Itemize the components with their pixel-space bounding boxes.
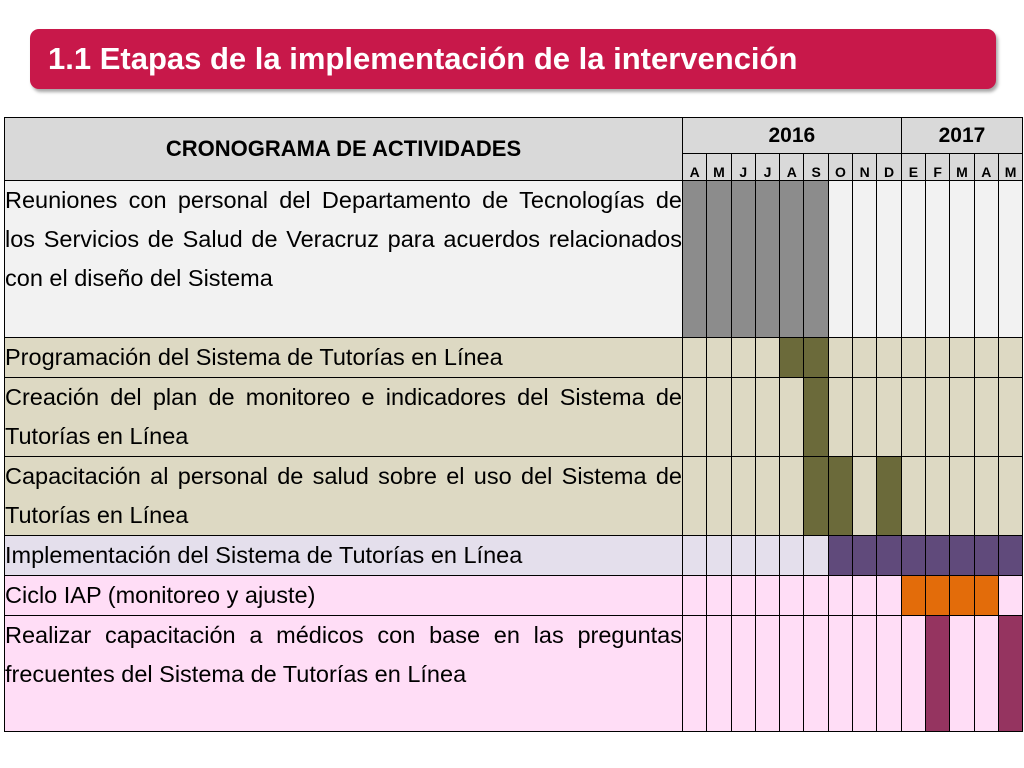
schedule-cell xyxy=(950,378,974,457)
schedule-cell xyxy=(731,378,755,457)
month-header: A xyxy=(974,154,998,181)
schedule-cell xyxy=(731,616,755,732)
schedule-cell-active xyxy=(974,576,998,616)
month-header: D xyxy=(877,154,901,181)
activity-label: Programación del Sistema de Tutorías en Línea xyxy=(5,338,683,378)
schedule-cell xyxy=(877,338,901,378)
schedule-cell xyxy=(998,576,1022,616)
schedule-cell xyxy=(901,616,925,732)
schedule-cell-active xyxy=(804,378,828,457)
schedule-cell xyxy=(877,378,901,457)
schedule-cell-active xyxy=(998,536,1022,576)
schedule-cell xyxy=(950,181,974,338)
schedule-cell-active xyxy=(901,536,925,576)
schedule-cell xyxy=(828,338,852,378)
schedule-cell xyxy=(901,181,925,338)
schedule-cell xyxy=(926,181,950,338)
month-header: N xyxy=(853,154,877,181)
schedule-cell xyxy=(950,457,974,536)
year-header: 2017 xyxy=(901,118,1023,154)
schedule-cell-active xyxy=(926,576,950,616)
schedule-cell xyxy=(998,181,1022,338)
schedule-cell xyxy=(780,576,804,616)
schedule-cell xyxy=(804,576,828,616)
month-header: S xyxy=(804,154,828,181)
activity-label: Reuniones con personal del Departamento de Tecnologías de los Servicios de Salud de Veracruz para acuerdos relacionados con el diseño del Sistema xyxy=(5,181,683,338)
schedule-cell xyxy=(755,338,779,378)
schedule-cell xyxy=(950,338,974,378)
schedule-cell-active xyxy=(950,536,974,576)
schedule-cell xyxy=(828,181,852,338)
schedule-cell-active xyxy=(683,181,707,338)
schedule-cell xyxy=(683,616,707,732)
schedule-cell-active xyxy=(974,536,998,576)
schedule-cell-active xyxy=(998,616,1022,732)
activity-label: Realizar capacitación a médicos con base en las preguntas frecuentes del Sistema de Tutorías en Línea xyxy=(5,616,683,732)
schedule-cell-active xyxy=(926,616,950,732)
schedule-cell xyxy=(707,576,731,616)
schedule-cell xyxy=(926,457,950,536)
schedule-cell-active xyxy=(853,536,877,576)
schedule-cell xyxy=(683,378,707,457)
schedule-cell-active xyxy=(780,181,804,338)
schedule-cell xyxy=(755,616,779,732)
schedule-cell-active xyxy=(877,457,901,536)
schedule-cell-active xyxy=(707,181,731,338)
schedule-cell-active xyxy=(828,457,852,536)
schedule-cell xyxy=(828,616,852,732)
schedule-cell xyxy=(828,576,852,616)
month-header: F xyxy=(926,154,950,181)
table-row xyxy=(5,457,1023,536)
schedule-cell xyxy=(877,576,901,616)
schedule-cell xyxy=(901,457,925,536)
schedule-cell xyxy=(683,457,707,536)
activity-label: Capacitación al personal de salud sobre el uso del Sistema de Tutorías en Línea xyxy=(5,457,683,536)
month-header: M xyxy=(707,154,731,181)
month-header: M xyxy=(998,154,1022,181)
activity-schedule-table xyxy=(4,117,1023,732)
schedule-cell xyxy=(804,536,828,576)
year-header-row xyxy=(5,118,1023,154)
table-row xyxy=(5,536,1023,576)
table-row xyxy=(5,616,1023,732)
schedule-cell xyxy=(828,378,852,457)
table-row xyxy=(5,576,1023,616)
schedule-cell xyxy=(707,616,731,732)
schedule-cell xyxy=(731,536,755,576)
schedule-cell xyxy=(998,378,1022,457)
schedule-cell xyxy=(731,576,755,616)
month-header: J xyxy=(755,154,779,181)
table-row xyxy=(5,181,1023,338)
schedule-cell xyxy=(974,338,998,378)
schedule-cell xyxy=(707,536,731,576)
month-header: O xyxy=(828,154,852,181)
schedule-cell xyxy=(853,338,877,378)
schedule-cell-active xyxy=(926,536,950,576)
activity-label: Creación del plan de monitoreo e indicadores del Sistema de Tutorías en Línea xyxy=(5,378,683,457)
schedule-cell xyxy=(853,616,877,732)
schedule-cell xyxy=(877,181,901,338)
schedule-cell-active xyxy=(731,181,755,338)
schedule-cell xyxy=(780,378,804,457)
schedule-cell xyxy=(853,457,877,536)
schedule-cell xyxy=(780,616,804,732)
schedule-cell xyxy=(974,378,998,457)
schedule-cell xyxy=(755,536,779,576)
schedule-cell xyxy=(877,616,901,732)
schedule-cell-active xyxy=(950,576,974,616)
schedule-cell xyxy=(974,616,998,732)
month-header: A xyxy=(683,154,707,181)
schedule-cell xyxy=(926,338,950,378)
schedule-cell xyxy=(901,338,925,378)
schedule-cell xyxy=(998,457,1022,536)
schedule-cell-active xyxy=(804,181,828,338)
schedule-cell xyxy=(901,378,925,457)
activity-label: Implementación del Sistema de Tutorías en Línea xyxy=(5,536,683,576)
schedule-cell-active xyxy=(828,536,852,576)
schedule-cell-active xyxy=(755,181,779,338)
schedule-cell-active xyxy=(804,457,828,536)
schedule-cell xyxy=(731,338,755,378)
table-row xyxy=(5,338,1023,378)
month-header: A xyxy=(780,154,804,181)
month-header: M xyxy=(950,154,974,181)
activity-label: Ciclo IAP (monitoreo y ajuste) xyxy=(5,576,683,616)
schedule-cell xyxy=(707,457,731,536)
schedule-cell xyxy=(755,457,779,536)
month-header: E xyxy=(901,154,925,181)
table-title: CRONOGRAMA DE ACTIVIDADES xyxy=(5,118,683,181)
schedule-cell xyxy=(853,378,877,457)
schedule-cell xyxy=(755,576,779,616)
year-header: 2016 xyxy=(683,118,902,154)
schedule-cell xyxy=(974,181,998,338)
schedule-cell xyxy=(707,378,731,457)
schedule-cell-active xyxy=(877,536,901,576)
schedule-cell xyxy=(974,457,998,536)
schedule-cell xyxy=(853,181,877,338)
schedule-cell xyxy=(707,338,731,378)
schedule-cell-active xyxy=(780,338,804,378)
schedule-cell xyxy=(780,457,804,536)
page-title: 1.1 Etapas de la implementación de la intervención xyxy=(30,29,996,89)
table-row xyxy=(5,378,1023,457)
month-header: J xyxy=(731,154,755,181)
schedule-cell xyxy=(853,576,877,616)
schedule-cell xyxy=(683,536,707,576)
schedule-cell xyxy=(683,576,707,616)
schedule-cell xyxy=(926,378,950,457)
schedule-cell xyxy=(998,338,1022,378)
schedule-cell-active xyxy=(804,338,828,378)
schedule-cell xyxy=(731,457,755,536)
schedule-cell xyxy=(804,616,828,732)
schedule-cell xyxy=(780,536,804,576)
schedule-cell-active xyxy=(901,576,925,616)
schedule-cell xyxy=(755,378,779,457)
schedule-cell xyxy=(950,616,974,732)
schedule-cell xyxy=(683,338,707,378)
